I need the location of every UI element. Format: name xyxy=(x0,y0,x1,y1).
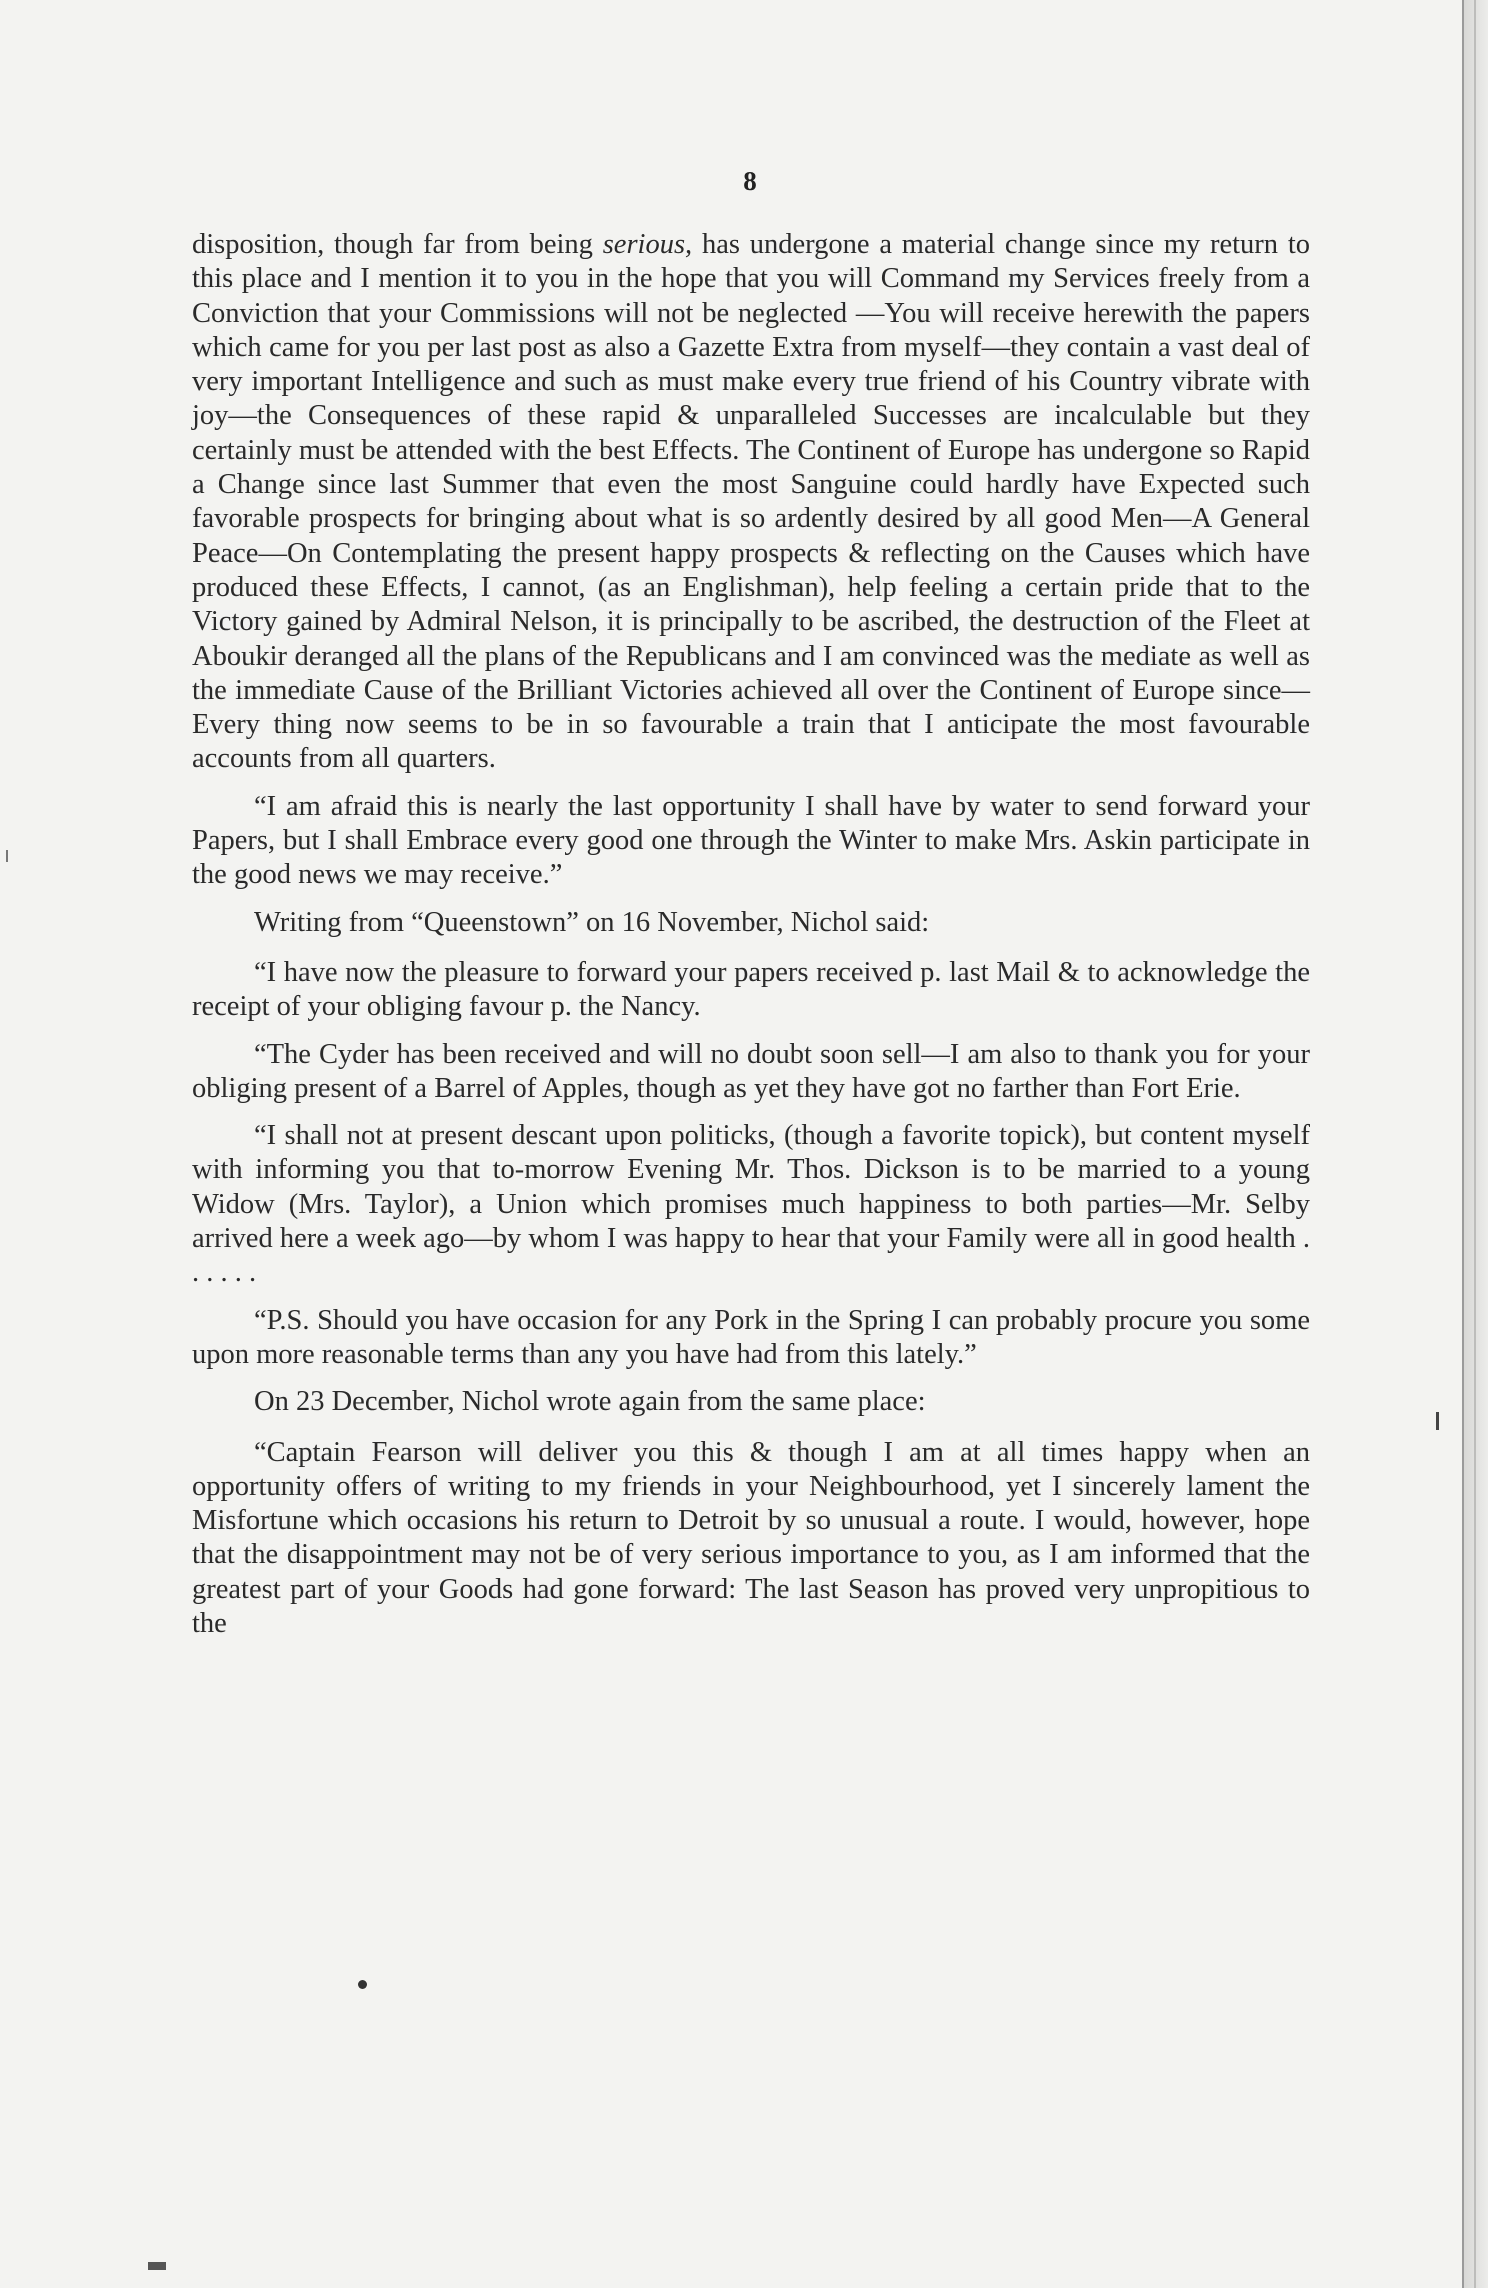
paragraph-continuation xyxy=(192,228,1310,777)
paragraph-december-intro: On 23 December, Nichol wrote again from the same place: xyxy=(254,1386,926,1418)
paragraph-1-rest: has undergone a material change since my return to this place and I mention it to you in the hope that you will Command my Services freely from a Conviction that your Commissions will not be neglected —You will receive herewith the papers which came for you per last post as also a Gazette Extra from myself—they contain a vast deal of very important Intelligence and such as must make every true friend of his Country vibrate with joy—the Consequences of these rapid & unparalleled Successes are incalculable but they certainly must be attended with the best Effects. The Continent of Europe has undergone so Rapid a Change since last Summer that even the most Sanguine could hardly have Expected such favorable prospects for bringing about what is so ardently desired by all good Men—A General Peace—On Contemplating the present happy prospects & reflecting on the Causes which have produced these Effects, I cannot, (as an Englishman), help feeling a certain pride that to the Victory gained by Admiral Nelson, it is principally to be ascribed, the destruction of the Fleet at Aboukir deranged all the plans of the Republicans and I am convinced was the mediate as well as the immediate Cause of the Brilliant Victories achieved all over the Continent of Europe since—Every thing now seems to be in so favourable a train that I anticipate the most favourable accounts from all quarters. xyxy=(192,229,1311,775)
body-text xyxy=(192,228,1310,1654)
paragraph-letter-last-opportunity: “I am afraid this is nearly the last opportunity I shall have by water to send forward your Papers, but I shall Embrace every good one through the Winter to make Mrs. Askin participate in the good news we may receive.” xyxy=(192,790,1310,891)
page-number: 8 xyxy=(743,166,757,196)
left-margin-mark xyxy=(6,850,8,862)
paragraph-cyder: “The Cyder has been received and will no doubt soon sell—I am also to thank you for your obliging present of a Barrel of Apples, though as yet they have got no farther than Fort Erie. xyxy=(192,1038,1310,1104)
print-dot-mark xyxy=(358,1980,367,1989)
italic-word-serious: serious, xyxy=(602,229,693,260)
paragraph-queenstown-intro: Writing from “Queenstown” on 16 November, Nichol said: xyxy=(254,906,930,938)
page-edge-line xyxy=(1474,0,1476,2288)
paragraph-politicks: “I shall not at present descant upon politicks, (though a favorite topick), but content myself with informing you that to-morrow Evening Mr. Thos. Dickson is to be married to a young Widow (Mrs. Taylor), a Union which promises much happiness to both parties—Mr. Selby arrived here a week ago—by whom I was happy to hear that your Family were all in good health . . . . . . xyxy=(192,1120,1310,1289)
margin-tick-mark xyxy=(1436,1412,1439,1430)
paragraph-1-start: disposition, though far from being xyxy=(192,229,603,260)
bottom-margin-mark xyxy=(148,2262,166,2270)
paragraph-captain-fearson: “Captain Fearson will deliver you this & though I am at all times happy when an opportunity offers of writing to my friends in your Neighbourhood, yet I sincerely lament the Misfortune which occasions his return to Detroit by so unusual a route. I would, however, hope that the disappointment may not be of very serious importance to you, as I am informed that the greatest part of your Goods had gone forward: The last Season has proved very unpropitious to the xyxy=(192,1436,1310,1639)
paragraph-papers-received: “I have now the pleasure to forward your papers received p. last Mail & to acknowledge the receipt of your obliging favour p. the Nancy. xyxy=(192,956,1310,1023)
paragraph-postscript: “P.S. Should you have occasion for any Pork in the Spring I can probably procure you some upon more reasonable terms than any you have had from this lately.” xyxy=(192,1304,1310,1370)
page-edge xyxy=(1464,0,1488,2288)
